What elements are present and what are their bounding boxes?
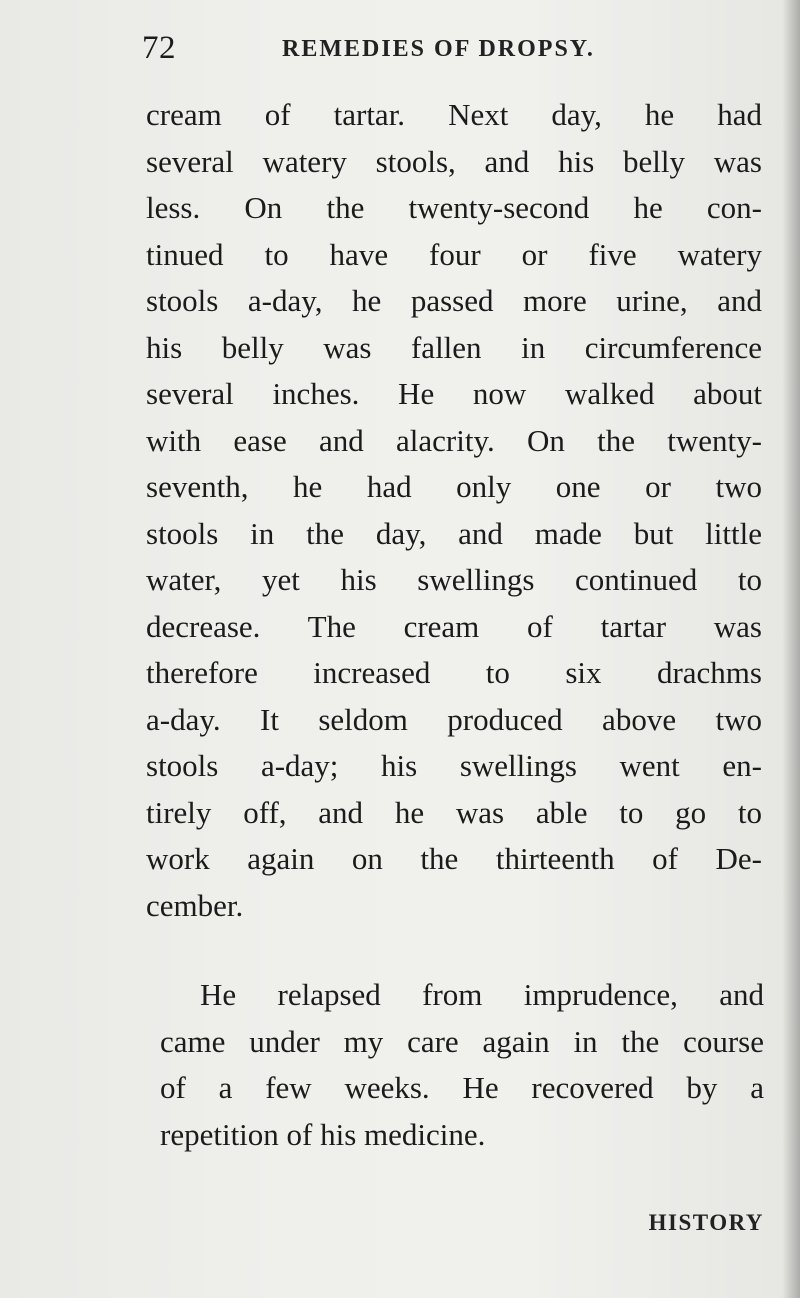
text-line: with ease and alacrity. On the twenty- [146, 422, 762, 458]
text-line: work again on the thirteenth of De- [146, 841, 762, 876]
text-line: tirely off, and he was able to go to [146, 794, 762, 830]
text-line: stools a-day, he passed more urine, and [146, 283, 762, 318]
text-line: water, yet his swellings continued to [146, 562, 762, 597]
text-line: a-day. It seldom produced above two [146, 701, 762, 737]
catchword: HISTORY [648, 1210, 764, 1235]
text-line: several watery stools, and his belly was [146, 143, 762, 179]
text-line: He relapsed from imprudence, and [200, 977, 764, 1012]
paragraph-1 [146, 92, 762, 929]
text-line: stools a-day; his swellings went en- [146, 748, 762, 783]
text-line: repetition of his medicine. [160, 1116, 486, 1152]
text-line: cream of tartar. Next day, he had [146, 97, 762, 132]
text-line: several inches. He now walked about [146, 376, 762, 411]
text-line: decrease. The cream of tartar was [146, 608, 762, 644]
page-header [142, 30, 622, 76]
text-line: came under my care again in the course [160, 1023, 764, 1059]
page-number: 72 [142, 30, 176, 66]
text-line: stools in the day, and made but little [146, 515, 762, 551]
text-line: less. On the twenty-second he con- [146, 190, 762, 225]
text-line: his belly was fallen in circumference [146, 329, 762, 365]
text-line: seventh, he had only one or two [146, 469, 762, 504]
page-edge-shadow [782, 0, 800, 1298]
text-line: cember. [146, 887, 244, 923]
paragraph-2 [160, 972, 764, 1158]
text-line: tinued to have four or five watery [146, 236, 762, 272]
text-line: of a few weeks. He recovered by a [160, 1070, 764, 1105]
running-title: REMEDIES OF DROPSY. [282, 36, 595, 62]
text-line: therefore increased to six drachms [146, 655, 762, 690]
